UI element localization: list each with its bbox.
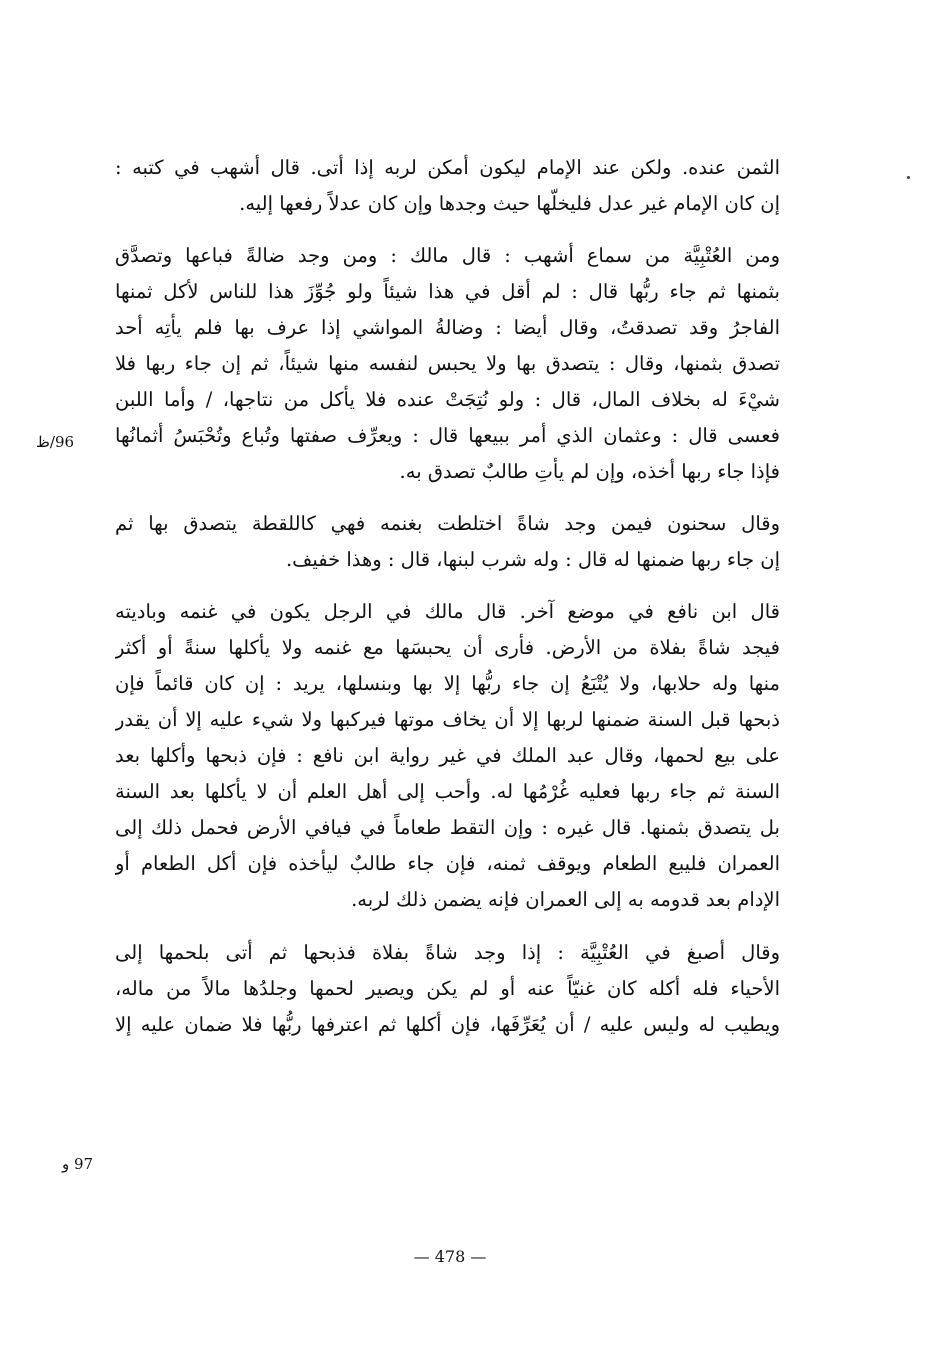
text-line: إن كان الإمام غير عدل فليخلّها حيث وجدها وإن كان عدلاً رفعها إليه.: [239, 192, 780, 215]
text-line: ومن العُتْبِيَّة من سماع أشهب : قال مالك : ومن وجد ضالةً فباعها وتصدَّق: [115, 244, 780, 267]
paragraph-3: [115, 506, 780, 578]
text-line: فإذا جاء ربها أخذه، وإن لم يأتِ طالبٌ تصدق به.: [399, 460, 780, 483]
text-line: بثمنها ثم جاء ربُّها قال : لم أقل في هذا شيئاً ولو جُوِّزَ هذا للناس لأكل ثمنها: [115, 280, 780, 303]
margin-folio-note: 96/ظ: [36, 433, 75, 451]
text-line: منها وله حلابها، ولا يُتْبَعُ إن جاء ربُّها إلا بها وبنسلها، يريد : إن كان قائماً فإن: [115, 672, 780, 695]
text-line: وقال سحنون فيمن وجد شاةً اختلطت بغنمه فهي كاللقطة يتصدق بها ثم: [115, 512, 780, 535]
text-line: قال ابن نافع في موضع آخر. قال مالك في الرجل يكون في غنمه وباديته: [115, 600, 780, 623]
paragraph-1: [115, 150, 780, 222]
text-line: بل يتصدق بثمنها. قال غيره : وإن التقط طعاماً في فيافي الأرض فحمل ذلك إلى: [115, 816, 780, 839]
text-line: تصدق بثمنها، وقال : يتصدق بها ولا يحبس لنفسه منها شيئاً، ثم إن جاء ربها فلا: [115, 352, 780, 375]
text-line: الثمن عنده. ولكن عند الإمام ليكون أمكن لربه إذا أتى. قال أشهب في كتبه :: [115, 156, 780, 179]
text-line: الفاجرُ وقد تصدقتُ، وقال أيضا : وضالةُ المواشي إذا عرف بها فلم يأتِه أحد: [115, 316, 780, 339]
paragraph-5: [115, 935, 780, 1043]
page-number: — 478 —: [413, 1247, 487, 1266]
text-line: ذبحها قبل السنة ضمنها لربها إلا أن يخاف موتها فيركبها ولا شيء عليه إلا أن يقدر: [115, 708, 780, 731]
text-line: السنة ثم جاء ربها فعليه غُرْمُها له. وأحب إلى أهل العلم أن لا يأكلها بعد السنة: [115, 780, 780, 803]
margin-folio-note: 97 و: [62, 1155, 94, 1173]
text-line: فعسى قال : وعثمان الذي أمر ببيعها قال : ويعرِّف صفتها وتُباع وتُحْبَسُ أثمانُها: [115, 424, 780, 447]
text-line: الأحياء فله أكله كان غنيّاً عنه أو لم يكن ويصير لحمها وجلدُها مالاً من ماله،: [115, 977, 780, 1000]
paragraph-2: [115, 238, 780, 490]
paragraph-4: [115, 594, 780, 918]
text-line: على بيع لحمها، وقال عبد الملك في غير رواية ابن نافع : فإن ذبحها وأكلها بعد: [115, 744, 780, 767]
text-line: ويطيب له وليس عليه / أن يُعَرِّفَها، فإن أكلها ثم اعترفها ربُّها فلا ضمان عليه إلا: [115, 1013, 780, 1036]
text-line: الإدام بعد قدومه به إلى العمران فإنه يضمن ذلك لربه.: [351, 888, 780, 911]
main-text: [115, 150, 780, 1043]
text-line: شيْءَ له بخلاف المال، قال : ولو نُتِجَتْ عنده فلا يأكل من نتاجها، / وأما اللبن: [115, 388, 780, 411]
text-line: العمران فليبع الطعام ويوقف ثمنه، فإن جاء طالبٌ ليأخذه فإن أكل الطعام أو: [115, 852, 780, 875]
text-line: وقال أصبغ في العُتْبِيَّة : إذا وجد شاةً بفلاة فذبحها ثم أتى بلحمها إلى: [115, 941, 780, 964]
text-line: إن جاء ربها ضمنها له قال : وله شرب لبنها، قال : وهذا خفيف.: [285, 548, 780, 571]
text-line: فيجد شاةً بفلاة من الأرض. فأرى أن يحبسَها مع غنمه ولا يأكلها سنةً أو أكثر: [115, 636, 780, 659]
scan-speck: [907, 176, 910, 179]
